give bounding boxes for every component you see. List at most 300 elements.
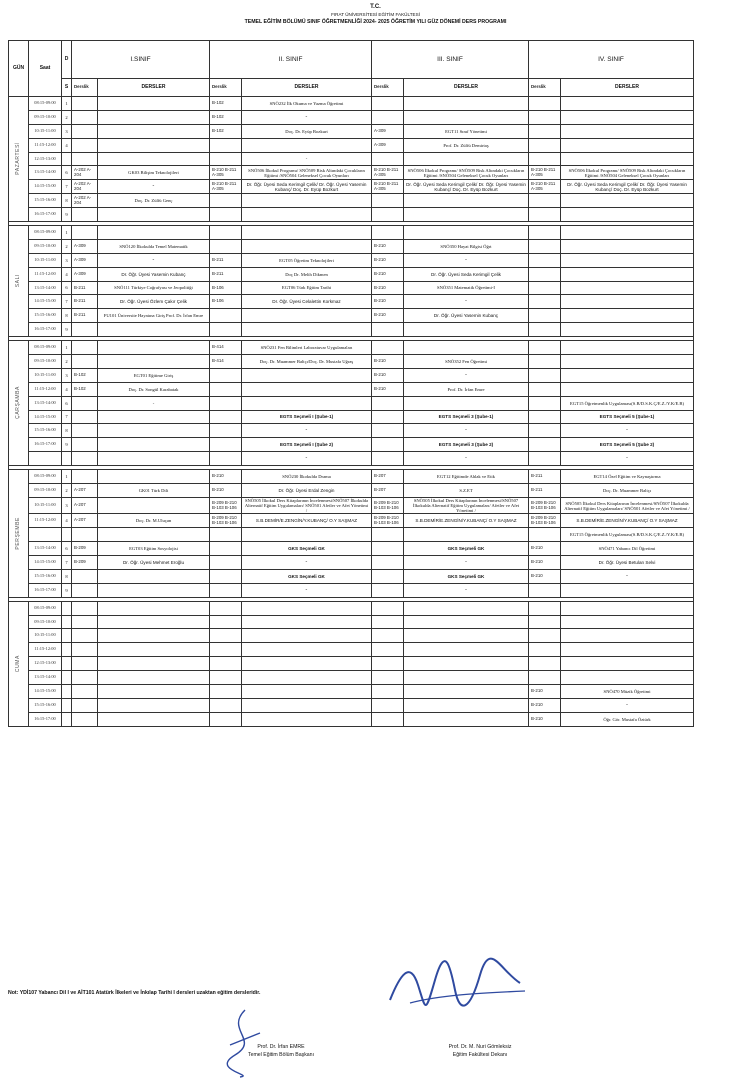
classroom-cell: B-210 B-211 A-305 [529,180,561,194]
slot-number: 6 [62,281,72,295]
classroom-cell: B-414 [210,355,242,369]
classroom-cell [210,323,242,337]
slot-number: 6 [62,166,72,180]
classroom-cell: A-309 [372,124,404,138]
time-slot: 09:15-10:00 [29,615,62,629]
classroom-cell: B-210 [372,253,404,267]
table-row [9,542,694,556]
derslik-header: Derslik [372,79,404,97]
time-slot: 10:15-11:00 [29,497,62,513]
classroom-cell [72,110,98,124]
classroom-cell [72,124,98,138]
classroom-cell: B-210 [372,355,404,369]
course-cell: GK03 Bilişim Teknolojileri [98,166,210,180]
slot-number: 9 [62,323,72,337]
course-cell: SNÖ230 İlkokulda Drama [242,470,372,484]
time-slot: 15:15-16:00 [29,424,62,438]
slot-number [62,152,72,166]
course-cell: GK01 Türk Dili [98,484,210,498]
course-cell [242,671,372,685]
time-slot: 15:15-16:00 [29,309,62,323]
course-cell: Dr. Öğr. Üyesi Mehmet Eroğlu [98,556,210,570]
course-cell [561,583,694,597]
classroom-cell [529,396,561,410]
course-cell [561,152,694,166]
classroom-cell: B-209 [72,556,98,570]
course-cell: Dr. Öğr. Üyesi Özlem Çakır Çelik [98,295,210,309]
classroom-cell [529,281,561,295]
classroom-cell [529,208,561,222]
slot-number: 6 [62,396,72,410]
derslik-header: Derslik [529,79,561,97]
classroom-cell [210,410,242,424]
course-cell: EGT01 Eğitime Giriş [98,368,210,382]
course-cell [561,355,694,369]
course-cell [561,657,694,671]
derslik-header: Derslik [210,79,242,97]
time-slot: 13:15-14:00 [29,396,62,410]
table-row [9,226,694,240]
course-cell: GKS Seçmeli GK [242,542,372,556]
course-cell [561,382,694,396]
classroom-cell: B-210 [372,382,404,396]
table-row [9,671,694,685]
course-cell [98,712,210,726]
time-slot: 11:15-12:00 [29,138,62,152]
course-cell [98,671,210,685]
classroom-cell [72,712,98,726]
table-row [9,253,694,267]
classroom-cell: A-202 A-204 [72,194,98,208]
classroom-cell [72,323,98,337]
classroom-cell: B-210 [529,712,561,726]
day-name: SALI [14,273,21,288]
time-slot: 13:15-14:00 [29,542,62,556]
classroom-cell [529,323,561,337]
classroom-cell [72,528,98,542]
classroom-cell [210,698,242,712]
table-row [9,410,694,424]
classroom-cell [372,208,404,222]
course-cell [404,194,529,208]
classroom-cell [72,601,98,615]
day-name: CUMA [14,654,21,672]
classroom-cell: B-210 B-211 A-305 [372,180,404,194]
classroom-cell [529,629,561,643]
course-cell [98,226,210,240]
course-cell: SNÖ232 İlk Okuma ve Yazma Öğretimi [242,97,372,111]
course-cell: Dr. Öğr. Üyesi Seda Kerimgil Çelik/ Dr. Öğr. Üyesi Yasemin Kubanç/ Doç. Dr. Eyüp Bozkurt [561,180,694,194]
slot-number: 3 [62,253,72,267]
classroom-cell [529,424,561,438]
course-cell [561,97,694,111]
table-row [9,629,694,643]
course-cell [561,239,694,253]
table-row [9,341,694,355]
classroom-cell: A-202 A-204 [72,180,98,194]
course-cell: Prof. Dr. Zülfü Demirtaş [404,138,529,152]
dersler-header: DERSLER [98,79,210,97]
course-cell: S.B.DEMİR/E.ZENGİN/Y.KUBANÇ/ O.Y SAŞMAZ [561,514,694,528]
course-cell [561,281,694,295]
classroom-cell [210,657,242,671]
classroom-cell [210,615,242,629]
course-cell [98,569,210,583]
course-cell: " [404,424,529,438]
classroom-cell [72,685,98,699]
dersler-header: DERSLER [404,79,529,97]
course-cell: EGTS Seçmeli 3 (Şube-1) [404,410,529,424]
time-slot: 11:15-12:00 [29,267,62,281]
time-slot: 08:15-09:00 [29,226,62,240]
gun-header: GÜN [9,41,29,97]
classroom-cell [372,341,404,355]
header-title: TEMEL EĞİTİM BÖLÜMÜ SINIF ÖĞRETMENLİĞİ 2024- 2025 ÖĞRETİM YILI GÜZ DÖNEMİ DERS PROGRAMI [244,19,507,25]
slot-number: 8 [62,309,72,323]
course-cell [98,698,210,712]
classroom-cell: A-309 [72,239,98,253]
classroom-cell [529,615,561,629]
classroom-cell [529,152,561,166]
course-cell [561,253,694,267]
classroom-cell [72,152,98,166]
classroom-cell: B-210 B-211 A-305 [372,166,404,180]
classroom-cell [372,396,404,410]
table-row [9,166,694,180]
classroom-cell [372,685,404,699]
classroom-cell: B-209 B-210 B-103 B-106 [529,514,561,528]
slot-number: 3 [62,368,72,382]
slot-number [62,629,72,643]
course-cell: SNÖ352 Fen Öğretimi [404,355,529,369]
classroom-cell [210,452,242,466]
course-cell [242,698,372,712]
course-cell: Doç. Dr. Muammer Baltçı [561,484,694,498]
day-label [9,341,29,466]
course-cell [98,152,210,166]
classroom-cell [72,438,98,452]
slot-number: 1 [62,341,72,355]
slot-number: 4 [62,382,72,396]
day-name: ÇARŞAMBA [14,386,21,420]
course-cell [98,497,210,513]
classroom-cell [372,556,404,570]
classroom-cell [529,309,561,323]
slot-number [62,698,72,712]
course-cell [561,110,694,124]
classroom-cell [529,267,561,281]
day-name: PAZARTESİ [14,142,21,175]
table-row [9,281,694,295]
course-cell: S.Z.ET [404,484,529,498]
time-slot: 08:15-09:00 [29,601,62,615]
classroom-cell: B-211 [210,267,242,281]
time-slot: 14:15-15:00 [29,295,62,309]
table-row [9,438,694,452]
dersler-header: DERSLER [561,79,694,97]
course-cell [242,601,372,615]
classroom-cell: B-210 B-211 A-305 [210,180,242,194]
signatory-1-name: Prof. Dr. İrfan EMRE [257,1044,305,1050]
d-header: D [62,41,72,79]
signatory-2-name: Prof. Dr. M. Nuri Gömleksiz [448,1044,512,1050]
classroom-cell [529,341,561,355]
dean-signature [380,955,530,1030]
classroom-cell: B-210 B-211 A-305 [529,166,561,180]
slot-number: 4 [62,267,72,281]
header-faculty: FIRAT ÜNİVERSİTESİ EĞİTİM FAKÜLTESİ [331,12,420,17]
course-cell: " [242,424,372,438]
classroom-cell: B-210 [529,556,561,570]
table-row [9,685,694,699]
course-cell: " [242,583,372,597]
day-label [9,601,29,726]
time-slot: 09:15-10:00 [29,355,62,369]
classroom-cell [529,124,561,138]
classroom-cell: B-210 [210,470,242,484]
classroom-cell [529,368,561,382]
classroom-cell [372,152,404,166]
classroom-cell: B-106 [210,281,242,295]
course-cell [242,685,372,699]
course-cell [98,657,210,671]
classroom-cell: B-207 [372,470,404,484]
course-cell: S.B.DEMİR/E.ZENGİN/Y.KUBANÇ/ O.Y SAŞMAZ [242,514,372,528]
classroom-cell [210,438,242,452]
course-cell [98,528,210,542]
classroom-cell [210,309,242,323]
classroom-cell [529,253,561,267]
course-cell: Dr. Öğr. Üyesi Celalettin Korkmaz [242,295,372,309]
classroom-cell [210,239,242,253]
classroom-cell [372,194,404,208]
classroom-cell: B-209 B-210 B-103 B-106 [529,497,561,513]
course-cell: " [242,110,372,124]
course-cell [561,368,694,382]
classroom-cell: B-210 B-211 A-305 [210,166,242,180]
table-row [9,712,694,726]
classroom-cell [210,208,242,222]
course-cell [98,452,210,466]
table-row [9,208,694,222]
classroom-cell [372,323,404,337]
classroom-cell [529,382,561,396]
classroom-cell [210,569,242,583]
classroom-cell [372,110,404,124]
table-row [9,514,694,528]
course-cell: SNÖ351 Matematik Öğretimi-I [404,281,529,295]
table-row [9,323,694,337]
classroom-cell [529,643,561,657]
course-cell [98,615,210,629]
table-row [9,497,694,513]
course-cell: EGTS Seçmeli 5 (Şube-1) [561,410,694,424]
classroom-cell [372,438,404,452]
classroom-cell: B-210 [529,569,561,583]
classroom-cell [72,138,98,152]
course-cell [404,601,529,615]
course-cell: SNÖ505 İlkokul Ders Kitaplarının İncelenmesi/SNÖ507 İlkokulda Alternatif Eğitim Uygulamaları/ SNÖ501 Afetler ve Afet Yönetimi / [561,497,694,513]
classroom-cell [529,583,561,597]
slot-number: 7 [62,180,72,194]
course-cell: SNÖ506 İlkokul Programı/ SNÖ509 Risk Altındaki Çocukların Eğitimi /SNÖ504 Geleneksel Çocuk Oyunları [404,166,529,180]
course-cell: SNÖ506 İlkokul Programı/ SNÖ509 Risk Altındaki Çocukların Eğitimi /SNÖ504 Geleneksel Çocuk Oyunları [242,166,372,180]
slot-number [62,657,72,671]
classroom-cell [210,671,242,685]
classroom-cell [372,226,404,240]
course-cell: " [404,295,529,309]
classroom-cell [210,685,242,699]
course-cell: " [404,556,529,570]
time-slot: 13:15-14:00 [29,166,62,180]
classroom-cell: B-211 [529,484,561,498]
classroom-cell [72,671,98,685]
time-slot: 12:15-13:00 [29,152,62,166]
classroom-cell [210,528,242,542]
course-cell [561,226,694,240]
classroom-cell: B-210 [372,281,404,295]
classroom-cell [372,657,404,671]
classroom-cell [210,643,242,657]
classroom-cell [372,643,404,657]
classroom-cell: B-210 [210,484,242,498]
table-row [9,657,694,671]
classroom-cell: A-202 A-204 [72,166,98,180]
classroom-cell: B-210 [372,239,404,253]
course-cell: " [561,569,694,583]
classroom-cell [372,542,404,556]
classroom-cell: B-102 [72,382,98,396]
table-row [9,452,694,466]
course-cell: Dr. Öğr. Üyesi Seda Kerimgil Çelik/ Dr. Öğr. Üyesi Yasemin Kubanç/ Doç. Dr. Eyüp Bozkurt [242,180,372,194]
classroom-cell: A-207 [72,514,98,528]
classroom-cell: B-209 B-210 B-103 B-106 [372,514,404,528]
course-cell: SNÖ506 İlkokul Programı/ SNÖ509 Risk Altındaki Çocukların Eğitimi /SNÖ504 Geleneksel Çocuk Oyunları [561,166,694,180]
course-cell [404,528,529,542]
classroom-cell [372,424,404,438]
course-cell [242,226,372,240]
classroom-cell [72,396,98,410]
time-slot: 14:15-15:00 [29,410,62,424]
slot-number: 2 [62,239,72,253]
classroom-cell [72,424,98,438]
course-cell: EGT06 Türk Eğitim Tarihi [242,281,372,295]
course-cell [404,671,529,685]
slot-number: 2 [62,484,72,498]
slot-number: 1 [62,97,72,111]
time-slot: 13:15-14:00 [29,671,62,685]
slot-number [62,452,72,466]
course-cell [404,698,529,712]
classroom-cell [210,368,242,382]
course-cell [404,396,529,410]
classroom-cell [372,712,404,726]
classroom-cell [372,583,404,597]
classroom-cell: B-102 [72,368,98,382]
course-cell [98,424,210,438]
course-cell [561,208,694,222]
course-cell [404,685,529,699]
course-cell [98,629,210,643]
classroom-cell: A-207 [72,497,98,513]
classroom-cell [529,410,561,424]
classroom-cell: B-210 [529,698,561,712]
classroom-cell [72,410,98,424]
classroom-cell [372,97,404,111]
derslik-header: Derslik [72,79,98,97]
time-slot: 15:15-16:00 [29,194,62,208]
classroom-cell [529,194,561,208]
slot-number: 8 [62,194,72,208]
time-slot: 13:15-14:00 [29,281,62,295]
time-slot: 11:15-12:00 [29,514,62,528]
header-tc: T.C. [370,4,381,10]
course-cell [98,643,210,657]
course-cell: SNÖ505 İlkokul Ders Kitaplarının İncelenmesi/SNÖ507 İlkokulda Alternatif Eğitim Uygulamaları/ Afetler ve Afet Yönetimi / [404,497,529,513]
course-cell: " [98,253,210,267]
slot-number: 3 [62,497,72,513]
class-3-header: III. SINIF [372,41,529,79]
course-cell: Prof. Dr. İrfan Emre [404,382,529,396]
classroom-cell [529,226,561,240]
time-slot: 11:15-12:00 [29,382,62,396]
time-slot: 15:15-16:00 [29,698,62,712]
course-cell [242,138,372,152]
classroom-cell [210,424,242,438]
table-row [9,355,694,369]
day-name: PERŞEMBE [14,516,21,550]
classroom-cell: B-102 [210,97,242,111]
classroom-cell [529,601,561,615]
course-cell [561,295,694,309]
course-cell: SNÖ231 Fen Bilimleri Laboratuvar Uygulamaları [242,341,372,355]
classroom-cell [529,239,561,253]
slot-number: 7 [62,410,72,424]
day-label [9,226,29,337]
classroom-cell [372,528,404,542]
classroom-cell [72,583,98,597]
course-cell [404,323,529,337]
table-row [9,470,694,484]
slot-number [62,643,72,657]
classroom-cell [529,138,561,152]
classroom-cell: B-209 B-210 B-103 B-106 [210,497,242,513]
course-cell: " [561,424,694,438]
course-cell [561,341,694,355]
classroom-cell [72,208,98,222]
course-cell: SNÖ471 Yabancı Dil Öğretimi [561,542,694,556]
classroom-cell [529,355,561,369]
time-slot: 16:15-17:00 [29,323,62,337]
course-cell: SNÖ350 Hayat Bilgisi Öğrt [404,239,529,253]
course-cell: GKS Seçmeli GK [404,569,529,583]
course-cell [242,615,372,629]
schedule-table [8,40,694,727]
slot-number: 4 [62,514,72,528]
time-slot: 10:15-11:00 [29,368,62,382]
slot-number: 9 [62,438,72,452]
course-cell [98,601,210,615]
course-cell: " [561,452,694,466]
course-cell: EGT12 Eğitimde Ahlak ve Etik [404,470,529,484]
course-cell [98,124,210,138]
slot-number: 9 [62,583,72,597]
course-cell [242,194,372,208]
slot-number: 2 [62,355,72,369]
course-cell [404,712,529,726]
day-label [9,97,29,222]
time-slot: 16:15-17:00 [29,712,62,726]
